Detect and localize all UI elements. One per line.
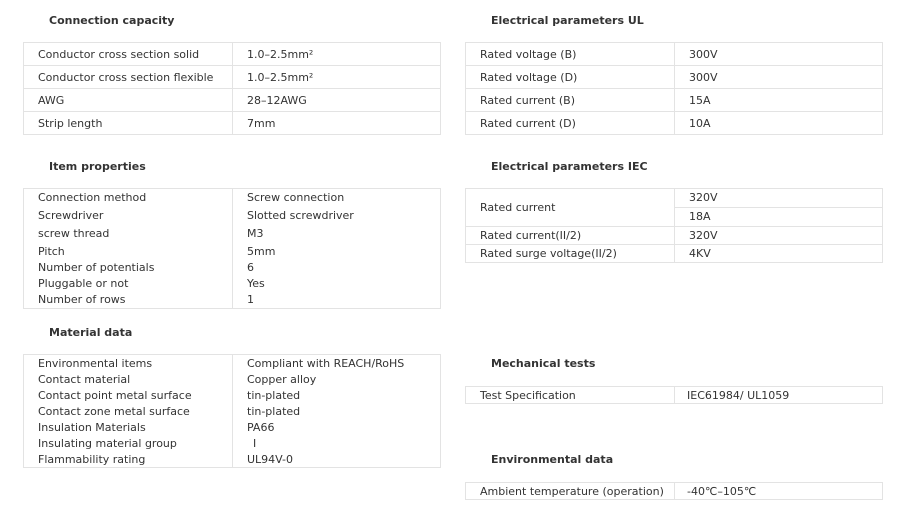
table-row [24,89,441,112]
table-row [466,112,883,135]
row-label: Flammability rating [24,452,233,468]
material-data-title: Material data [49,326,133,339]
row-label: AWG [24,89,233,112]
row-value: UL94V-0 [233,452,441,468]
table-row [466,43,883,66]
mechanical-tests-table [465,386,883,404]
table-row [24,189,441,207]
table-row [24,243,441,260]
row-label: Connection method [24,189,233,207]
row-value: 1.0–2.5mm² [233,43,441,66]
row-value: 7mm [233,112,441,135]
row-label: Ambient temperature (operation) [466,483,675,500]
row-label: Conductor cross section flexible [24,66,233,89]
row-label: Strip length [24,112,233,135]
table-row [24,420,441,436]
row-label: Rated voltage (D) [466,66,675,89]
row-value: tin-plated [233,388,441,404]
row-label: Rated current(II/2) [466,227,675,245]
table-row [466,387,883,404]
row-label: Rated current (B) [466,89,675,112]
table-row [466,189,883,227]
table-row [466,245,883,263]
connection-capacity-title: Connection capacity [49,14,175,27]
table-row [24,372,441,388]
table-row [24,112,441,135]
row-value: tin-plated [233,404,441,420]
row-label: Number of potentials [24,260,233,276]
electrical-ul-title: Electrical parameters UL [491,14,644,27]
row-value: 18A [675,207,882,226]
row-value: Yes [233,276,441,292]
table-row [466,89,883,112]
row-label: Rated surge voltage(II/2) [466,245,675,263]
table-row [466,227,883,245]
row-value: Copper alloy [233,372,441,388]
row-value: 5mm [233,243,441,260]
row-value: 4KV [675,245,883,263]
row-value: IEC61984/ UL1059 [675,387,883,404]
row-value: 1.0–2.5mm² [233,66,441,89]
table-row [466,483,883,500]
row-label: Contact material [24,372,233,388]
row-value: 28–12AWG [233,89,441,112]
table-row [24,276,441,292]
row-label: Pluggable or not [24,276,233,292]
row-label: Rated voltage (B) [466,43,675,66]
row-label: Pitch [24,243,233,260]
row-label: Screwdriver [24,207,233,225]
row-label: Environmental items [24,355,233,372]
row-value: 320V [689,191,718,204]
row-label: Contact zone metal surface [24,404,233,420]
row-value: 6 [233,260,441,276]
table-row [24,66,441,89]
environmental-data-title: Environmental data [491,453,614,466]
item-properties-table [23,188,441,309]
table-row [24,292,441,309]
row-label: Rated current (D) [466,112,675,135]
row-value: -40℃–105℃ [675,483,883,500]
row-label: Conductor cross section solid [24,43,233,66]
row-value: Screw connection [233,189,441,207]
row-label: Rated current [466,189,675,227]
row-label: screw thread [24,225,233,243]
table-row [24,436,441,452]
table-row [24,452,441,468]
table-row [24,355,441,372]
table-row [466,66,883,89]
row-label: Contact point metal surface [24,388,233,404]
table-row [24,207,441,225]
row-value: PA66 [233,420,441,436]
table-row [24,404,441,420]
row-value: I [233,436,441,452]
row-label: Insulation Materials [24,420,233,436]
row-value: 300V [675,43,883,66]
row-value: M3 [233,225,441,243]
row-value: Slotted screwdriver [233,207,441,225]
electrical-iec-table [465,188,883,263]
row-label: Test Specification [466,387,675,404]
row-label: Insulating material group [24,436,233,452]
connection-capacity-table [23,42,441,135]
electrical-ul-table [465,42,883,135]
row-value: 10A [675,112,883,135]
table-row [24,43,441,66]
row-label: Number of rows [24,292,233,309]
row-value-group [675,189,883,227]
electrical-iec-title: Electrical parameters IEC [491,160,648,173]
mechanical-tests-title: Mechanical tests [491,357,596,370]
row-value: Compliant with REACH/RoHS [233,355,441,372]
item-properties-title: Item properties [49,160,146,173]
table-row [24,260,441,276]
row-value: 15A [675,89,883,112]
environmental-data-table [465,482,883,500]
row-value: 1 [233,292,441,309]
row-value: 300V [675,66,883,89]
material-data-table [23,354,441,468]
table-row [24,388,441,404]
row-value: 320V [675,227,883,245]
table-row [24,225,441,243]
